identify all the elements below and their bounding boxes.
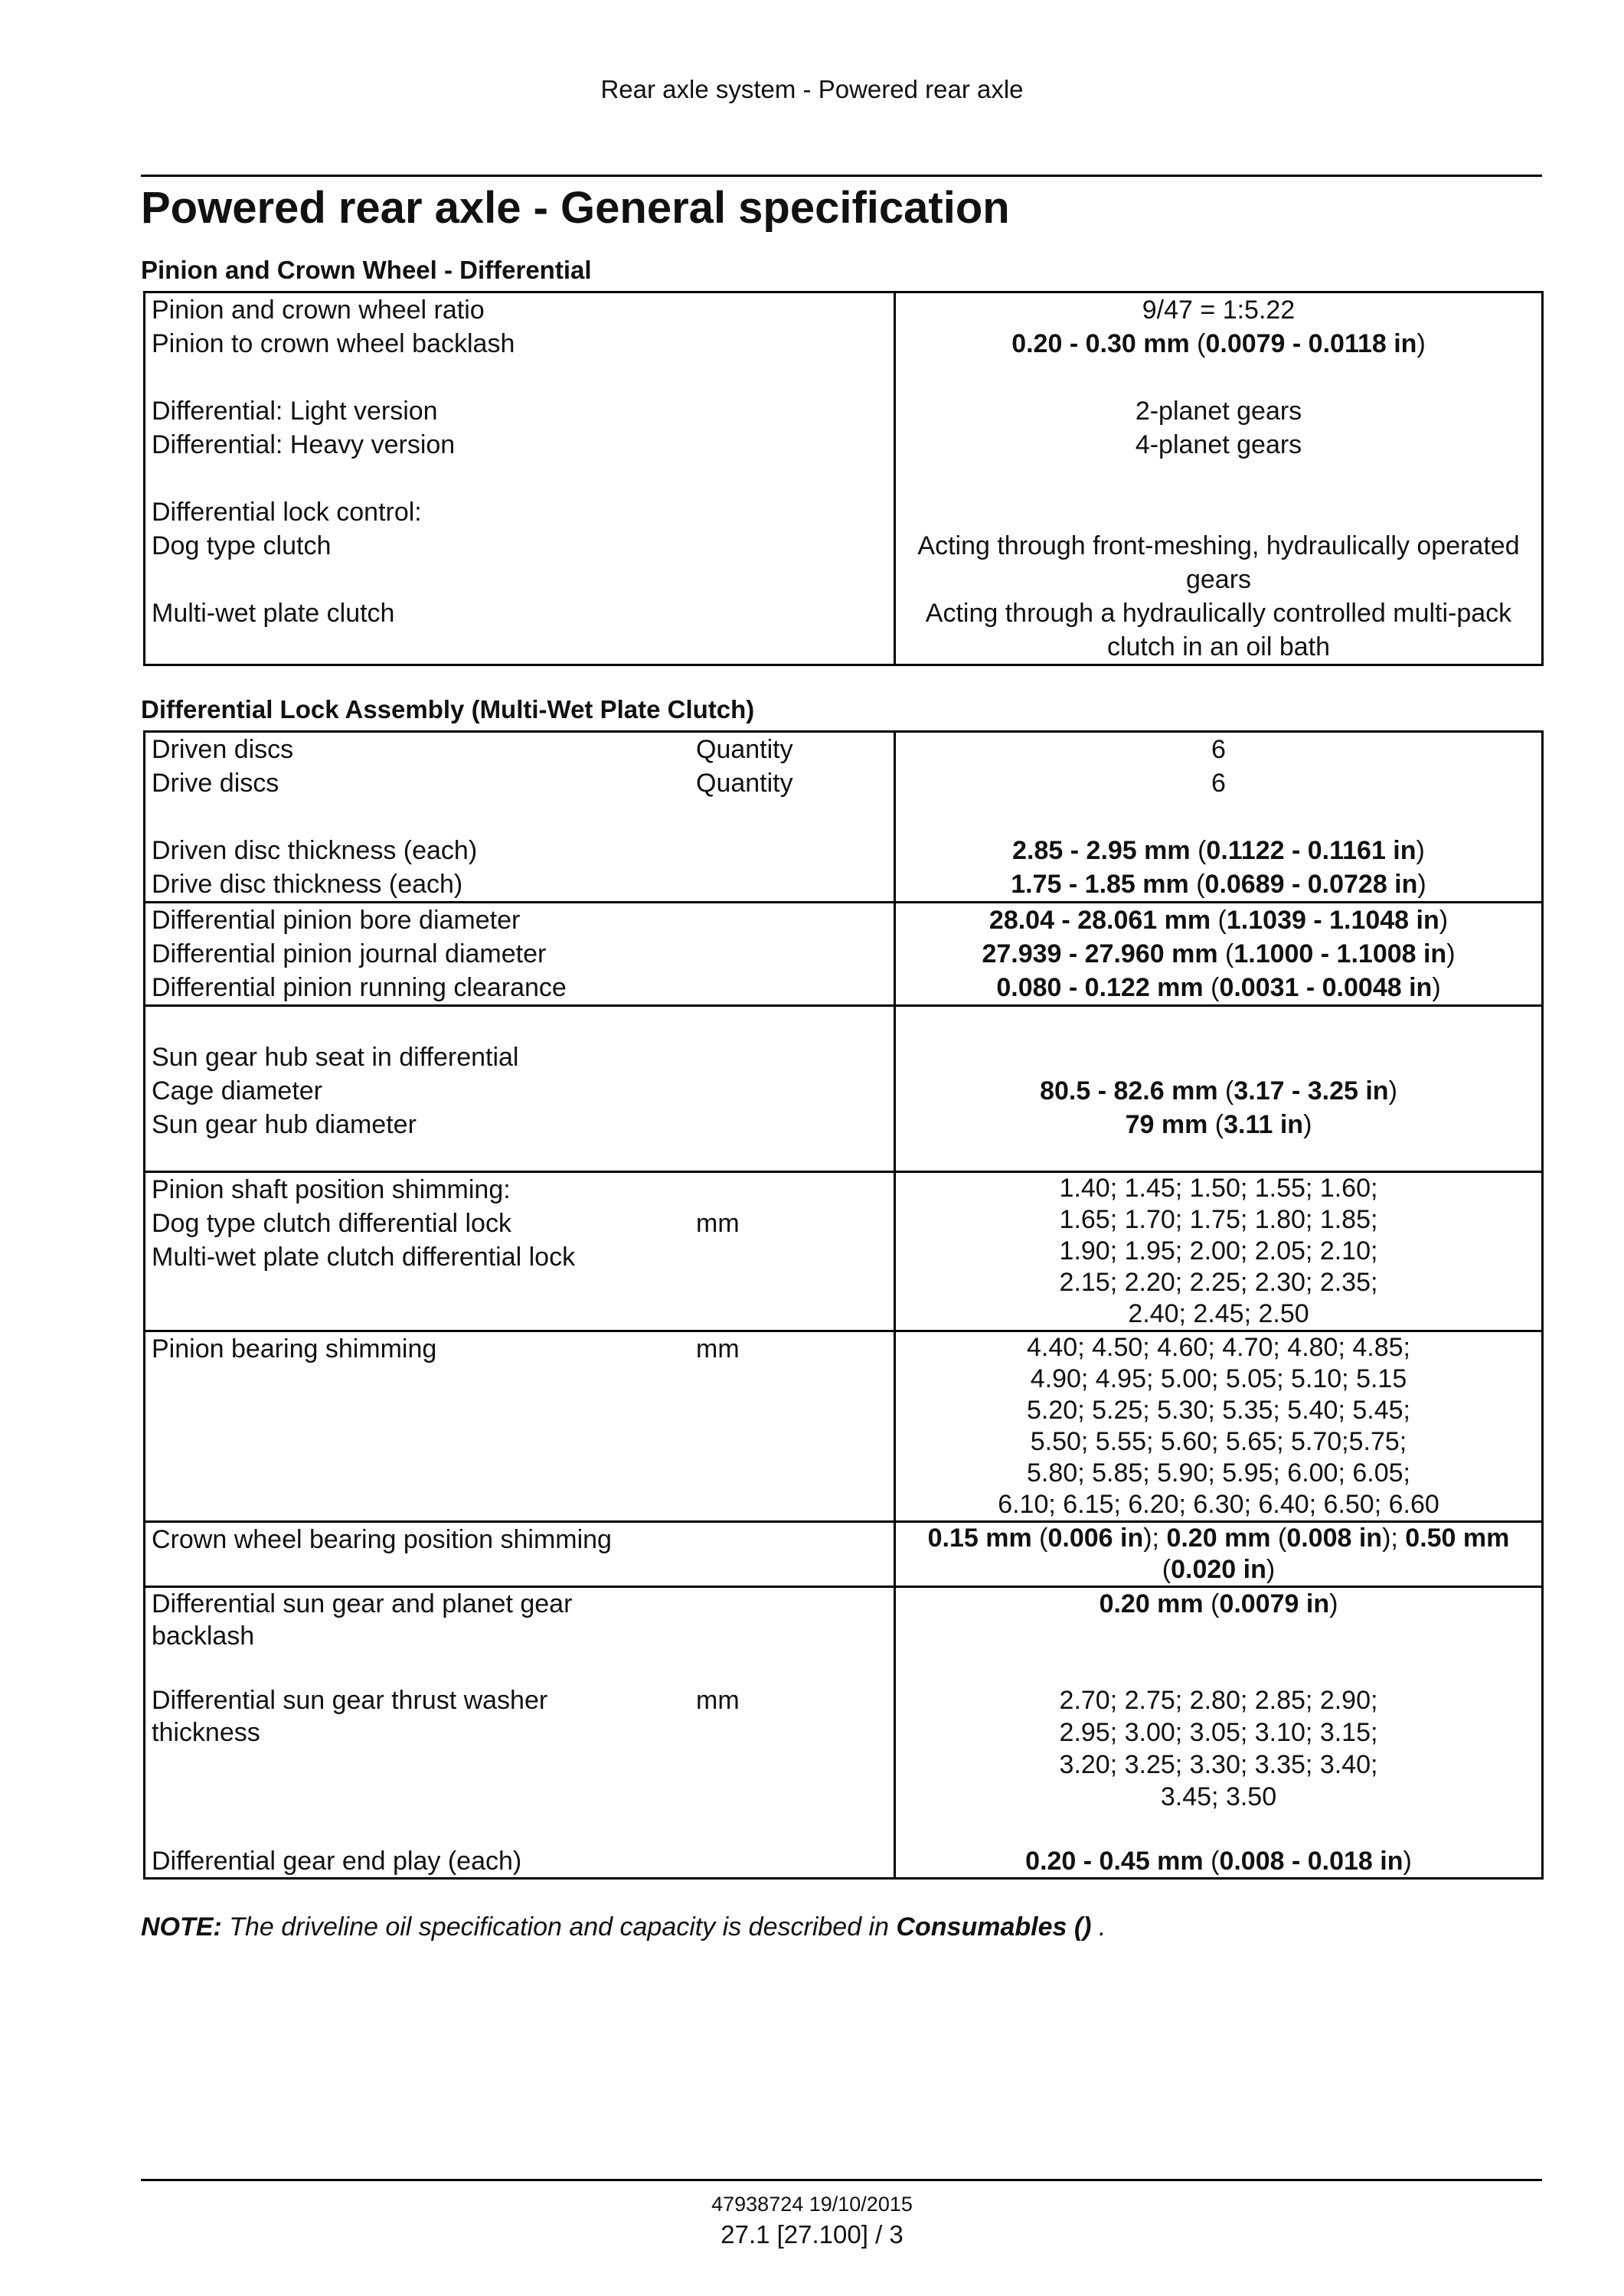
table-row [145, 1172, 1543, 1331]
dog-lock-label: Dog type clutch differential lock [152, 1209, 511, 1238]
mm-unit: mm [696, 1209, 740, 1238]
note-prefix: NOTE: [141, 1912, 222, 1942]
page-title: Powered rear axle - General specification [141, 183, 1010, 233]
hub-diameter-label: Sun gear hub diameter [152, 1110, 417, 1139]
journal-diameter-value: 27.939 - 27.960 mm (1.1000 - 1.1008 in) [982, 939, 1456, 968]
value-cell [895, 1006, 1543, 1172]
journal-diameter-label: Differential pinion journal diameter [152, 939, 547, 968]
running-clearance-label: Differential pinion running clearance [152, 973, 567, 1002]
end-play-value: 0.20 - 0.45 mm (0.008 - 0.018 in) [1025, 1847, 1412, 1876]
value-cell [895, 292, 1543, 665]
driven-thickness-label: Driven disc thickness (each) [152, 836, 478, 865]
sun-backlash-label-2: backlash [152, 1622, 255, 1651]
drive-discs-label: Drive discs [152, 769, 279, 798]
list-item: 5.20; 5.25; 5.30; 5.35; 5.40; 5.45; [1027, 1396, 1410, 1425]
driven-discs-value: 6 [1211, 735, 1226, 764]
backlash-label: Pinion to crown wheel backlash [152, 329, 515, 358]
list-item: 2.70; 2.75; 2.80; 2.85; 2.90; [1059, 1686, 1378, 1715]
footer-doc-code: 47938724 19/10/2015 [711, 2193, 913, 2216]
thrust-washer-label-2: thickness [152, 1718, 260, 1747]
label-cell [145, 1006, 895, 1172]
mm-unit: mm [696, 1686, 740, 1715]
list-item: 3.20; 3.25; 3.30; 3.35; 3.40; [1059, 1750, 1378, 1779]
backlash-value: 0.20 - 0.30 mm (0.0079 - 0.0118 in) [1011, 329, 1426, 358]
ratio-label: Pinion and crown wheel ratio [152, 296, 485, 325]
footer-page-ref: 27.1 [27.100] / 3 [721, 2220, 903, 2249]
note-text: The driveline oil specification and capacity is described in [221, 1912, 897, 1942]
cage-diameter-value: 80.5 - 82.6 mm (3.17 - 3.25 in) [1040, 1076, 1397, 1106]
crown-bearing-value-1: 0.15 mm (0.006 in); 0.20 mm (0.008 in); 0.50 mm [927, 1524, 1510, 1553]
note-suffix: . [1091, 1912, 1106, 1942]
list-item: 2.40; 2.45; 2.50 [1128, 1299, 1309, 1328]
value-cell [895, 1172, 1543, 1331]
label-cell [145, 903, 895, 1006]
mm-unit: mm [696, 1334, 740, 1364]
table-row [145, 1587, 1543, 1879]
list-item: 3.45; 3.50 [1160, 1782, 1277, 1811]
list-item: 2.95; 3.00; 3.05; 3.10; 3.15; [1059, 1718, 1378, 1747]
quantity-label: Quantity [696, 769, 793, 798]
label-cell [145, 1587, 895, 1879]
footer-rule [141, 2179, 1542, 2181]
light-version-value: 2-planet gears [1135, 397, 1302, 426]
consumables-link[interactable]: Consumables () [896, 1912, 1092, 1942]
heavy-version-value: 4-planet gears [1135, 430, 1302, 459]
list-item: 1.65; 1.70; 1.75; 1.80; 1.85; [1059, 1205, 1378, 1234]
drive-thickness-label: Drive disc thickness (each) [152, 870, 463, 899]
list-item: 6.10; 6.15; 6.20; 6.30; 6.40; 6.50; 6.60 [998, 1490, 1439, 1519]
label-cell [145, 1172, 895, 1331]
dog-clutch-label: Dog type clutch [152, 531, 332, 560]
driven-thickness-value: 2.85 - 2.95 mm (0.1122 - 0.1161 in) [1012, 836, 1425, 865]
list-item: 1.90; 1.95; 2.00; 2.05; 2.10; [1059, 1236, 1378, 1266]
label-cell [145, 1331, 895, 1522]
label-cell [145, 732, 895, 903]
pinion-shaft-label: Pinion shaft position shimming: [152, 1175, 511, 1204]
header-rule [141, 175, 1542, 177]
running-header: Rear axle system - Powered rear axle [600, 75, 1024, 103]
value-cell [895, 1522, 1543, 1587]
sun-backlash-label-1: Differential sun gear and planet gear [152, 1589, 573, 1618]
list-item: 2.15; 2.20; 2.25; 2.30; 2.35; [1059, 1268, 1378, 1297]
light-version-label: Differential: Light version [152, 397, 438, 426]
lock-control-label: Differential lock control: [152, 498, 422, 527]
sun-seat-label: Sun gear hub seat in differential [152, 1043, 519, 1072]
multi-clutch-value-1: Acting through a hydraulically controlled multi-pack [925, 599, 1512, 628]
value-cell [895, 903, 1543, 1006]
list-item: 4.90; 4.95; 5.00; 5.05; 5.10; 5.15 [1030, 1364, 1407, 1393]
table-row [145, 1331, 1543, 1522]
cage-diameter-label: Cage diameter [152, 1076, 323, 1106]
pinion-crown-table [143, 291, 1544, 666]
quantity-label: Quantity [696, 735, 793, 764]
diff-lock-table [143, 730, 1544, 1880]
bore-diameter-value: 28.04 - 28.061 mm (1.1039 - 1.1048 in) [988, 906, 1449, 935]
running-clearance-value: 0.080 - 0.122 mm (0.0031 - 0.0048 in) [996, 973, 1441, 1002]
section-heading-diff-lock: Differential Lock Assembly (Multi-Wet Plate Clutch) [141, 695, 755, 723]
table-row [145, 732, 1543, 903]
list-item: 5.50; 5.55; 5.60; 5.65; 5.70;5.75; [1030, 1427, 1407, 1456]
dog-clutch-value-1: Acting through front-meshing, hydraulically operated [917, 531, 1520, 560]
hub-diameter-value: 79 mm (3.11 in) [1125, 1110, 1312, 1139]
ratio-value: 9/47 = 1:5.22 [1142, 296, 1296, 325]
list-item: 5.80; 5.85; 5.90; 5.95; 6.00; 6.05; [1027, 1458, 1410, 1488]
table-row [145, 1522, 1543, 1587]
value-cell [895, 1331, 1543, 1522]
bore-diameter-label: Differential pinion bore diameter [152, 906, 521, 935]
value-cell [895, 1587, 1543, 1879]
crown-bearing-label: Crown wheel bearing position shimming [152, 1525, 612, 1554]
thrust-washer-label-1: Differential sun gear thrust washer [152, 1686, 548, 1715]
drive-thickness-value: 1.75 - 1.85 mm (0.0689 - 0.0728 in) [1011, 870, 1426, 899]
end-play-label: Differential gear end play (each) [152, 1847, 522, 1876]
list-item: 1.40; 1.45; 1.50; 1.55; 1.60; [1059, 1174, 1378, 1203]
list-item: 4.40; 4.50; 4.60; 4.70; 4.80; 4.85; [1027, 1333, 1410, 1362]
multi-lock-label: Multi-wet plate clutch differential lock [152, 1243, 576, 1272]
crown-bearing-value-2: (0.020 in) [1162, 1555, 1276, 1584]
section-heading-pinion-crown: Pinion and Crown Wheel - Differential [141, 256, 592, 284]
dog-clutch-value-2: gears [1185, 565, 1252, 594]
pinion-bearing-label: Pinion bearing shimming [152, 1334, 437, 1364]
label-cell [145, 292, 895, 665]
value-cell [895, 732, 1543, 903]
table-row [145, 903, 1543, 1006]
multi-clutch-value-2: clutch in an oil bath [1106, 632, 1331, 661]
driven-discs-label: Driven discs [152, 735, 294, 764]
label-cell [145, 1522, 895, 1587]
sun-backlash-value: 0.20 mm (0.0079 in) [1099, 1589, 1338, 1618]
table-row [145, 1006, 1543, 1172]
table-row [145, 292, 1543, 665]
heavy-version-label: Differential: Heavy version [152, 430, 456, 459]
drive-discs-value: 6 [1211, 769, 1226, 798]
multi-clutch-label: Multi-wet plate clutch [152, 599, 395, 628]
note [141, 1912, 1106, 1942]
